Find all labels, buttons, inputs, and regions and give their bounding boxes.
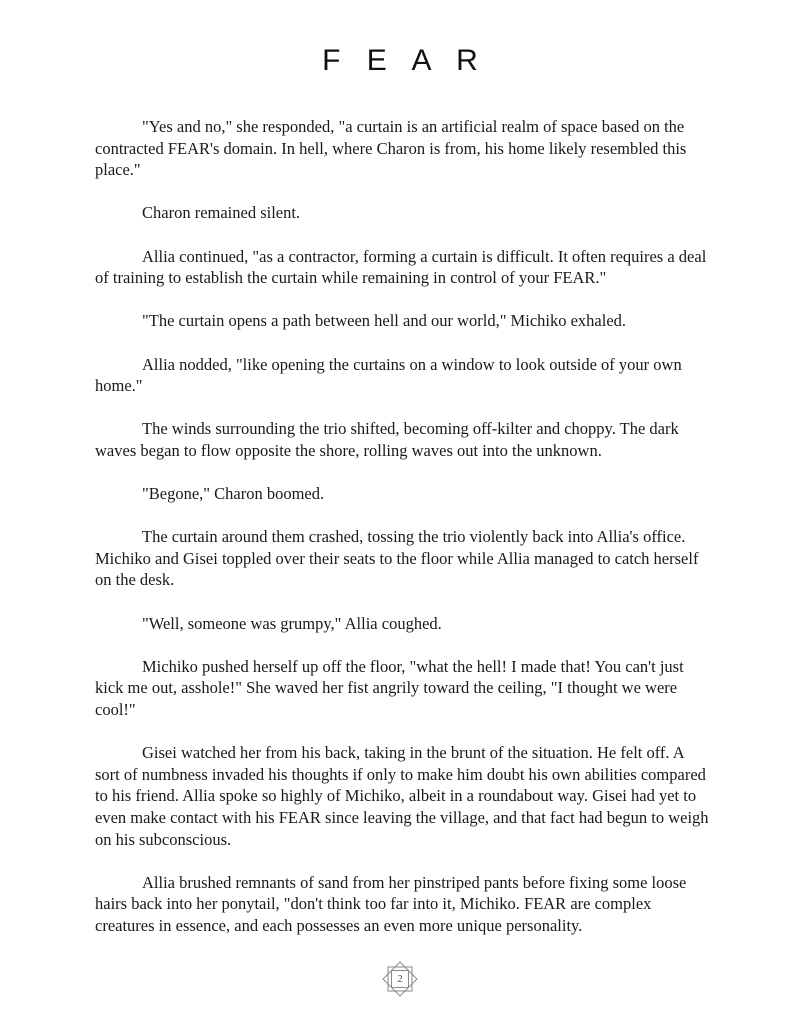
paragraph: Allia brushed remnants of sand from her pinstriped pants before fixing some loose hairs back into her ponytail, "don't think too far into it, Michiko. FEAR are complex creatures in essence, and each possesses an even more unique personality. xyxy=(95,872,687,935)
page-number-badge xyxy=(379,958,421,1000)
paragraph: Allia continued, "as a contractor, forming a curtain is difficult. It often requires a deal of training to establish the curtain while remaining in control of your FEAR." xyxy=(95,246,707,288)
paragraph: Michiko pushed herself up off the floor, "what the hell! I made that! You can't just kick me out, asshole!" She waved her fist angrily toward the ceiling, "I thought we were cool!" xyxy=(95,656,684,720)
page-number: 2 xyxy=(397,973,403,985)
chapter-title: F E A R xyxy=(322,44,478,77)
paragraph: Allia nodded, "like opening the curtains on a window to look outside of your own home." xyxy=(95,354,682,396)
paragraph: The winds surrounding the trio shifted, becoming off-kilter and choppy. The dark waves began to flow opposite the shore, rolling waves out into the unknown. xyxy=(95,419,679,460)
paragraph: "Begone," Charon boomed. xyxy=(142,484,325,504)
paragraph: "The curtain opens a path between hell and our world," Michiko exhaled. xyxy=(142,311,627,331)
paragraph: Gisei watched her from his back, taking in the brunt of the situation. He felt off. A sort of numbness invaded his thoughts if only to make him doubt his own abilities compared to his friend. Allia spoke so highly of Michiko, albeit in a roundabout way. Gisei had yet to even make contact with his FEAR since leaving the village, and that fact had begun to weigh on his subconscious. xyxy=(95,743,709,849)
page-body xyxy=(95,116,710,958)
paragraph: Charon remained silent. xyxy=(142,203,301,223)
paragraph: "Well, someone was grumpy," Allia coughed. xyxy=(142,613,442,633)
paragraph: "Yes and no," she responded, "a curtain is an artificial realm of space based on the contracted FEAR's domain. In hell, where Charon is from, his home likely resembled this place." xyxy=(95,117,687,180)
paragraph: The curtain around them crashed, tossing the trio violently back into Allia's office. Michiko and Gisei toppled over their seats to the floor while Allia managed to catch herself on the desk. xyxy=(95,527,699,590)
